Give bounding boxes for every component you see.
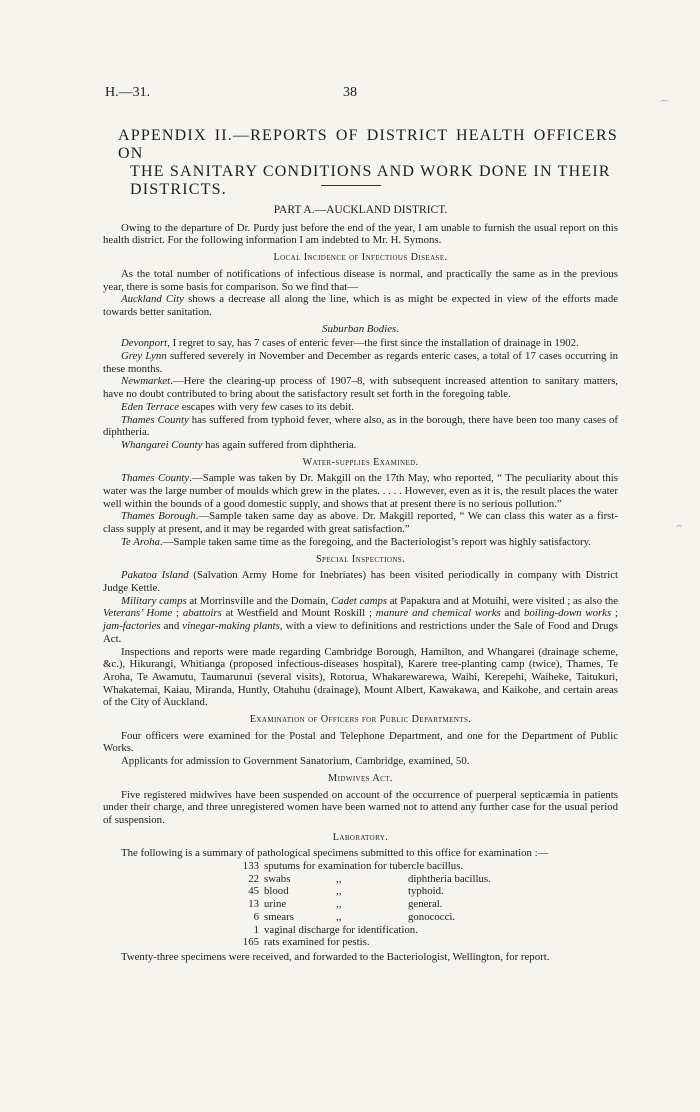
section-heading-midwives: Midwives Act. <box>328 772 393 784</box>
table-row: 6 smears ,, gonococci. <box>253 910 456 923</box>
part-heading: PART A.—AUCKLAND DISTRICT. <box>273 204 448 216</box>
table-row: 133 sputums for examination for tubercle bacillus. <box>242 860 464 873</box>
report-code: H.—31. <box>105 85 151 100</box>
midwives-paragraph: Five registered midwives have been suspended on account of the occurrence of puerperal septicæmia in patients under their charge, and three unregistered women have been warned not to attend any further case for the usual period of suspension. <box>103 788 618 826</box>
lab-closing: Twenty-three specimens were received, and forwarded to the Bacteriologist, Wellington, for report. <box>121 950 550 963</box>
special-paragraph-2: Military camps at Morrinsville and the Domain, Cadet camps at Papakura and at Motuihi, were visited ; as also the Veterans’ Home ; abattoirs at Westfield and Mount Roskill ; manure and chemical works and boiling-down works ; jam-factories and vinegar-making plants, with a view to definitions and restrictions under the Sale of Food and Drugs Act. <box>103 594 619 645</box>
local-paragraph-2: Auckland City shows a decrease all along the line, which is as might be expected in view of the efforts made towards better sanitation. <box>103 293 619 318</box>
suburban-paragraph-3: Newmarket.—Here the clearing-up process of 1907–8, with subsequent increased attention to sanitary matters, have no doubt contributed to bring about the satisfactory result set forth in the foregoing table. <box>103 375 618 401</box>
title-rule <box>321 185 381 186</box>
section-heading-water: Water-supplies Examined. <box>302 456 419 468</box>
table-row: 22 swabs ,, diphtheria bacillus. <box>248 872 491 885</box>
intro-paragraph: Owing to the departure of Dr. Purdy just before the end of the year, I am unable to furnish the usual report on this health district. For the following information I am indebted to Mr. H. Symons. <box>103 221 618 247</box>
report-body <box>103 200 618 964</box>
table-row: 13 urine ,, general. <box>248 898 443 911</box>
suburban-paragraph-5: Thames County has suffered from typhoid fever, where also, as in the borough, there have been too many cases of diphtheria. <box>103 413 618 439</box>
table-row: 1 vaginal discharge for identification. <box>253 923 418 936</box>
place-name: Auckland City <box>121 293 184 306</box>
water-paragraph-3: Te Aroha.—Sample taken same time as the foregoing, and the Bacteriologist’s report was highly satisfactory. <box>121 535 591 548</box>
section-heading-special: Special Inspections. <box>315 553 406 565</box>
appendix-title <box>118 127 618 199</box>
title-line-1: APPENDIX II.—REPORTS OF DISTRICT HEALTH OFFICERS ON <box>118 127 618 162</box>
exam-paragraph-1: Four officers were examined for the Postal and Telephone Department, and one for the Department of Public Works. <box>103 729 618 755</box>
suburban-paragraph-2: Grey Lynn suffered severely in November and December as regards enteric cases, a total of 17 cases occurring in these months. <box>103 350 618 375</box>
suburban-paragraph-4: Eden Terrace escapes with very few cases to its debit. <box>121 400 354 413</box>
local-paragraph-1: As the total number of notifications of infectious disease is normal, and practically the same as in the previous year, there is some basis for comparison. So we find that— <box>103 267 618 293</box>
special-paragraph-1: Pakatoa Island (Salvation Army Home for Inebriates) has been visited periodically in company with District Judge Kettle. <box>103 569 618 594</box>
table-row: 45 blood ,, typhoid. <box>248 885 444 898</box>
page-number: 38 <box>343 85 357 100</box>
water-paragraph-2: Thames Borough.—Sample taken same day as above. Dr. Makgill reported, “ We can class this water as a first-class supply at present, and it may be regarded with great satisfaction.” <box>103 510 618 536</box>
subheading-suburban: Suburban Bodies. <box>322 322 399 335</box>
lab-intro: The following is a summary of pathological specimens submitted to this office for examination :— <box>121 847 549 860</box>
margin-mark: ⌢ <box>676 520 682 530</box>
special-paragraph-3: Inspections and reports were made regarding Cambridge Borough, Hamilton, and Whangarei (drainage scheme, &c.), Hikurangi, Whitianga (proposed infectious-diseases hospital), Karere tree-planting camp (twice), Thames, Te Aroha, Te Awamutu, Taumarunui (several visits), Rotorua, Whakarewarewa, Waihi, Kerepehi, Waiheke, Taitukuri, Whakatemai, Kaiau, Miranda, Huntly, Otahuhu (drainage), Mount Albert, Kawakawa, and Kaikohe, and certain areas of the City of Auckland. <box>103 645 618 709</box>
suburban-paragraph-1: Devonport, I regret to say, has 7 cases of enteric fever—the first since the installation of drainage in 1902. <box>121 337 579 350</box>
section-heading-local: Local Incidence of Infectious Disease. <box>273 252 448 264</box>
suburban-paragraph-6: Whangarei County has again suffered from diphtheria. <box>121 438 357 451</box>
title-line-2: THE SANITARY CONDITIONS AND WORK DONE IN THEIR <box>130 163 611 180</box>
specimen-table <box>232 860 618 949</box>
water-paragraph-1: Thames County.—Sample was taken by Dr. Makgill on the 17th May, who reported, “ The peculiarity about this water was the large number of moulds which grew in the plates. . . . . However, even as it is, the result places the water well within the bounds of a good domestic supply, and shows that at present there is no serious pollution.” <box>103 472 619 510</box>
section-heading-laboratory: Laboratory. <box>332 831 389 843</box>
title-line-3: DISTRICTS. <box>130 181 227 198</box>
margin-mark: ⌒ <box>660 100 670 110</box>
table-row: 165 rats examined for pestis. <box>242 936 370 949</box>
exam-paragraph-2: Applicants for admission to Government Sanatorium, Cambridge, examined, 50. <box>121 755 470 768</box>
section-heading-examination: Examination of Officers for Public Departments. <box>249 714 472 726</box>
